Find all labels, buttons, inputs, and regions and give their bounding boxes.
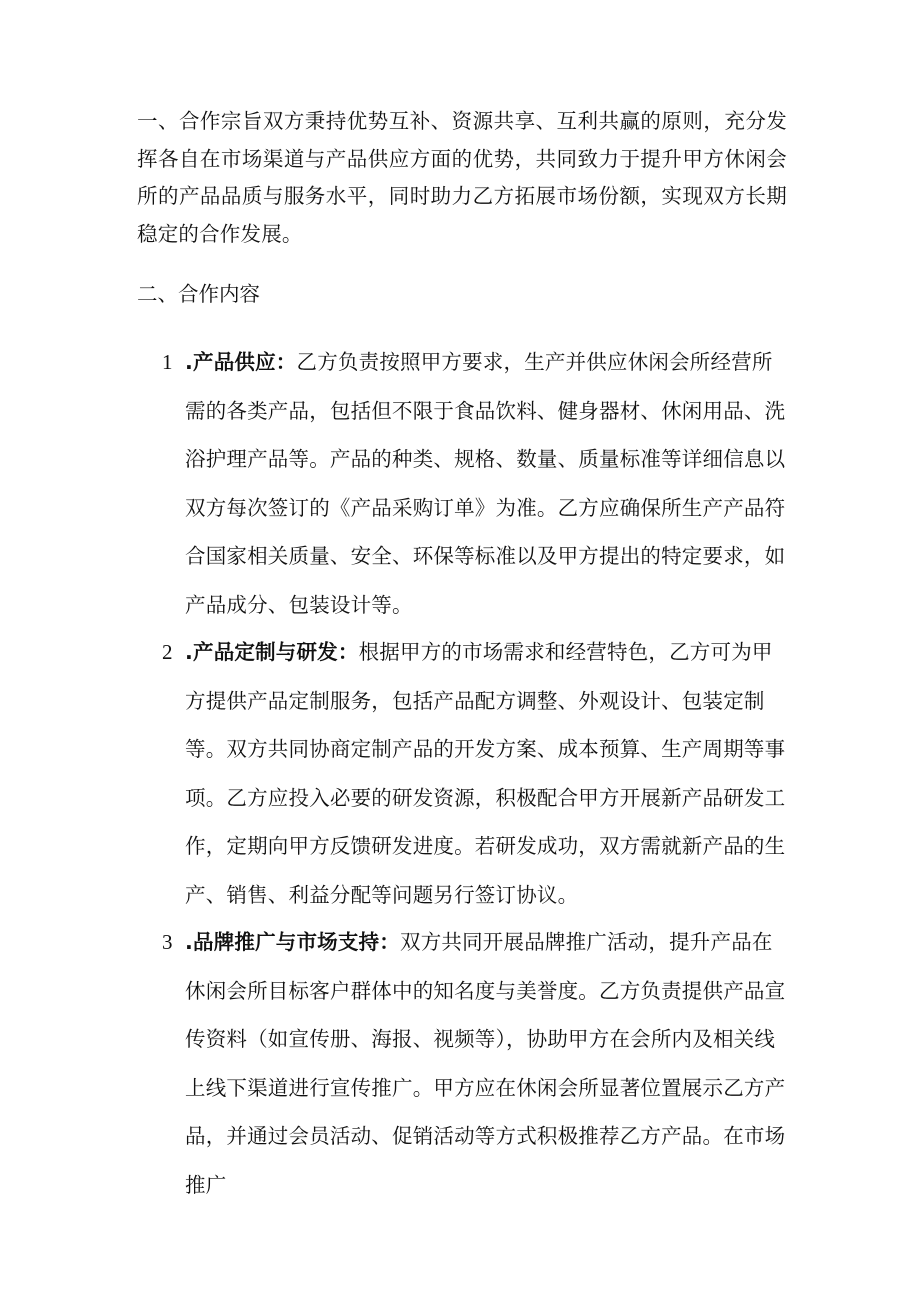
list-item-number: 1 xyxy=(162,350,173,374)
list-item-number: 2 xyxy=(162,640,173,664)
list-item-lead: .品牌推广与市场支持： xyxy=(185,930,400,954)
list-item-text xyxy=(185,918,787,1209)
list-item-lead: .产品定制与研发： xyxy=(185,640,359,664)
list-item-body: 根据甲方的市场需求和经营特色，乙方可为甲方提供产品定制服务，包括产品配方调整、外观设计、包装定制等。双方共同协商定制产品的开发方案、成本预算、生产周期等事项。乙方应投入必要的研发资源，积极配合甲方开展新产品研发工作，定期向甲方反馈研发进度。若研发成功，双方需就新产品的生产、销售、利益分配等问题另行签订协议。 xyxy=(185,640,786,907)
list-item-text xyxy=(185,628,787,919)
list-item-number: 3 xyxy=(162,930,173,954)
list-item-body: 乙方负责按照甲方要求，生产并供应休闲会所经营所需的各类产品，包括但不限于食品饮料、健身器材、休闲用品、洗浴护理产品等。产品的种类、规格、数量、质量标准等详细信息以双方每次签订的《产品采购订单》为准。乙方应确保所生产产品符合国家相关质量、安全、环保等标准以及甲方提出的特定要求，如产品成分、包装设计等。 xyxy=(185,350,786,617)
section-purpose-paragraph: 一、合作宗旨双方秉持优势互补、资源共享、互利共赢的原则，充分发挥各自在市场渠道与产品供应方面的优势，共同致力于提升甲方休闲会所的产品品质与服务水平，同时助力乙方拓展市场份额，实现双方长期稳定的合作发展。 xyxy=(137,109,787,246)
section-content-heading: 二、合作内容 xyxy=(137,282,260,306)
list-item-body: 双方共同开展品牌推广活动，提升产品在休闲会所目标客户群体中的知名度与美誉度。乙方负责提供产品宣传资料（如宣传册、海报、视频等），协助甲方在会所内及相关线上线下渠道进行宣传推广。甲方应在休闲会所显著位置展示乙方产品，并通过会员活动、促销活动等方式积极推荐乙方产品。在市场推广 xyxy=(185,930,786,1197)
list-item-text xyxy=(185,338,787,629)
list-item-lead: .产品供应： xyxy=(185,350,297,374)
